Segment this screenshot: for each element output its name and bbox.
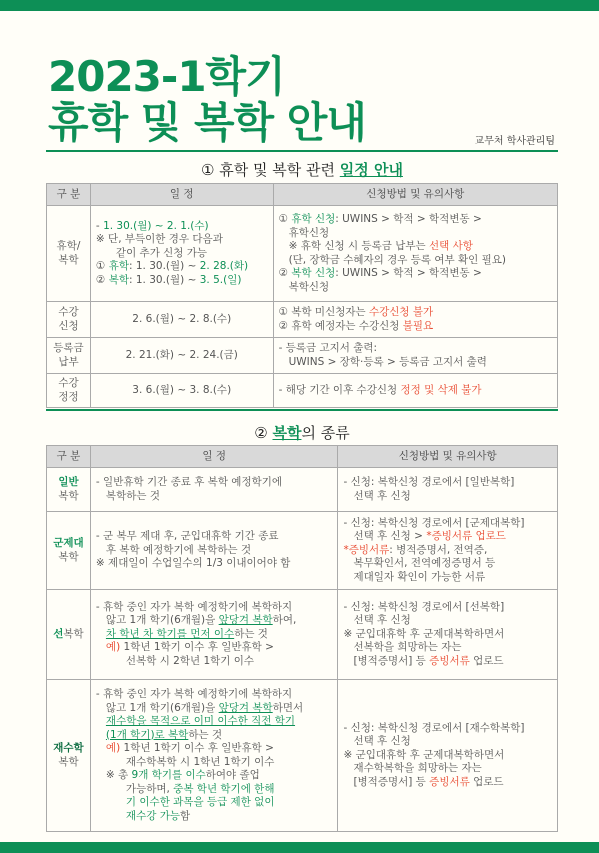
table-row [47,468,558,512]
row-method: - 해당 기간 이후 수강신청 정정 및 삭제 불가 [273,374,557,408]
row-description: - 군 복무 제대 후, 군입대휴학 기간 종료 후 복학 예정학기에 복학하는 것 ※ 제대일이 수업일수의 1/3 이내이어야 함 [90,512,338,590]
col-header-method: 신청방법 및 유의사항 [273,184,557,206]
row-category: 일반 복학 [47,468,91,512]
row-schedule: 3. 6.(월) ~ 3. 8.(수) [90,374,273,408]
row-method: - 신청: 복학신청 경로에서 [선복학] 선택 후 신청 ※ 군입대휴학 후 군제대복학하면서 선복학을 희망하는 자는 [병적증명서] 등 증빙서류 업로드 [338,590,558,680]
title-line-1: 2023-1학기 [48,52,285,101]
row-description: - 휴학 중인 자가 복학 예정학기에 복학하지 않고 1개 학기(6개월)을 앞당겨 복학하여, 차 학년 차 학기를 먼저 이수하는 것 예) 1학년 1학기 이수 후 일반휴학 > 선복학 시 2학년 1학기 이수 [90,590,338,680]
col-header-category: 구 분 [47,184,91,206]
return-types-table [46,445,558,832]
row-schedule: 2. 6.(월) ~ 2. 8.(수) [90,302,273,338]
table-row [47,374,558,408]
col-header-schedule: 일 정 [90,184,273,206]
col-header-category: 구 분 [47,446,91,468]
row-method: - 등록금 고지서 출력: UWINS > 장학·등록 > 등록금 고지서 출력 [273,338,557,374]
table-row [47,512,558,590]
row-category: 휴학/ 복학 [47,206,91,302]
row-method: ① 휴학 신청: UWINS > 학적 > 학적변동 > 휴학신청 ※ 휴학 신청 시 등록금 납부는 선택 사항 (단, 장학금 수혜자의 경우 등록 여부 확인 필요) ② 복학 신청: UWINS > 학적 > 학적변동 > 복학신청 [273,206,557,302]
table-header-row [47,184,558,206]
schedule-table [46,183,558,408]
row-method: ① 복학 미신청자는 수강신청 불가 ② 휴학 예정자는 수강신청 불필요 [273,302,557,338]
row-category: 수강 정정 [47,374,91,408]
row-category: 등록금 납부 [47,338,91,374]
col-header-schedule: 일 정 [90,446,338,468]
row-category: 수강 신청 [47,302,91,338]
top-accent-bar [0,0,599,11]
row-schedule: 2. 21.(화) ~ 2. 24.(금) [90,338,273,374]
page-title [48,54,366,146]
section1-heading: ① 휴학 및 복학 관련 일정 안내 [201,161,403,179]
table-row [47,338,558,374]
bottom-accent-bar [0,842,599,853]
section2-heading: ② 복학의 종류 [254,424,350,442]
table-row [47,302,558,338]
row-method: - 신청: 복학신청 경로에서 [일반복학] 선택 후 신청 [338,468,558,512]
title-line-2: 휴학 및 복학 안내 [48,98,366,147]
table-row [47,590,558,680]
row-description: - 일반휴학 기간 종료 후 복학 예정학기에 복학하는 것 [90,468,338,512]
row-category: 선복학 [47,590,91,680]
row-description: - 휴학 중인 자가 복학 예정학기에 복학하지 않고 1개 학기(6개월)을 앞당겨 복학하면서 재수학을 목적으로 이미 이수한 직전 학기 (1개 학기)로 복학하는 것 예) 1학년 1학기 이수 후 일반휴학 > 재수학복학 시 1학년 1학기 이수 ※ 총 9개 학기를 이수하여야 졸업 가능하며, 중복 학년 학기에 한해 기 이수한 과목을 등급 제한 없이 재수강 가능함 [90,680,338,832]
section-divider-1 [46,150,558,152]
row-schedule: - 1. 30.(월) ~ 2. 1.(수) ※ 단, 부득이한 경우 다음과 같이 추가 신청 가능 ① 휴학: 1. 30.(월) ~ 2. 28.(화) ② 복학: 1. 30.(월) ~ 3. 5.(일) [90,206,273,302]
row-method: - 신청: 복학신청 경로에서 [재수학복학] 선택 후 신청 ※ 군입대휴학 후 군제대복학하면서 재수학복학을 희망하는 자는 [병적증명서] 등 증빙서류 업로드 [338,680,558,832]
section-divider-2 [46,409,558,411]
table-row [47,680,558,832]
department-label: 교무처 학사관리팀 [474,136,555,147]
row-method: - 신청: 복학신청 경로에서 [군제대복학] 선택 후 신청 > *증빙서류 업로드 *증빙서류: 병적증명서, 전역증, 복무확인서, 전역예정증명서 등 제대일자 확인이 가능한 서류 [338,512,558,590]
row-category: 군제대 복학 [47,512,91,590]
table-header-row [47,446,558,468]
row-category: 재수학 복학 [47,680,91,832]
col-header-method: 신청방법 및 유의사항 [338,446,558,468]
table-row [47,206,558,302]
